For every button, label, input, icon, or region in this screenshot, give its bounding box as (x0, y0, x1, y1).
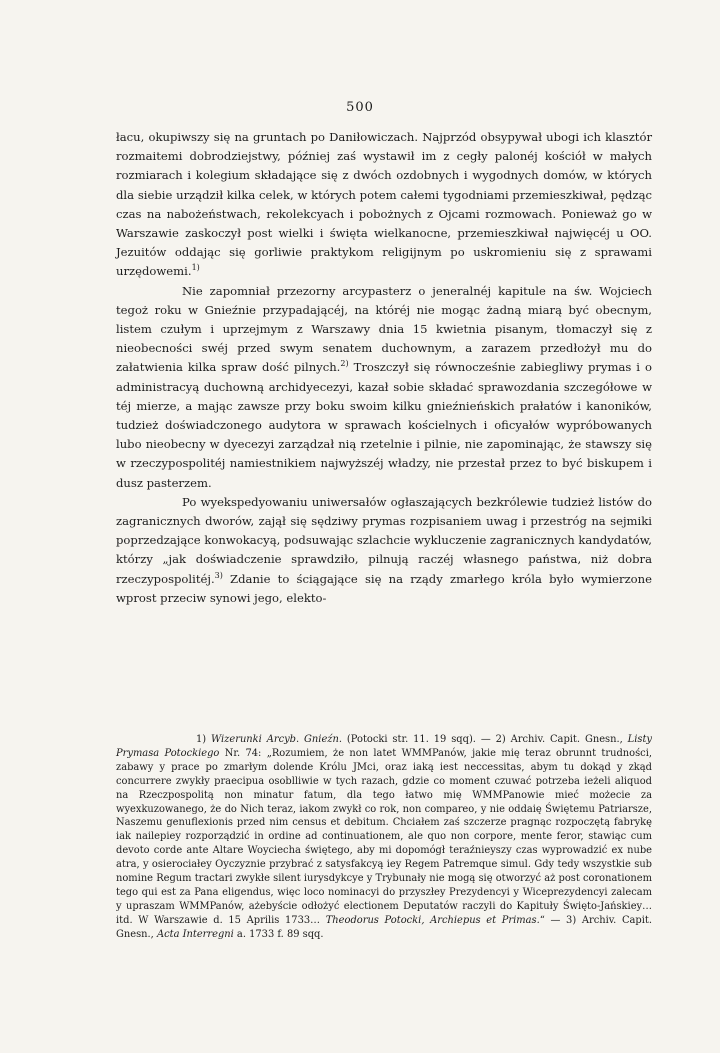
paragraph-tail: Zdanie to ściągające się na rządy zmarłego króla było wymierzone wprost przeciw synowi jego, elekto- (116, 571, 652, 605)
paragraph-3 (116, 493, 652, 608)
paragraph-text: Nie zapomniał przezorny arcypasterz o jeneralnéj kapitule na św. Wojciech tegoż roku w Gnieźnie przypadającéj, na któréj nie mogąc żadną miarą być obecnym, listem czułym i uprzejmym z Warszawy dnia 15 kwietnia pisanym, tłomaczył się z nieobecności swéj przed swym senatem duchownym, a zarazem przedłożył mu do załatwienia kilka spraw dość pilnych. (116, 283, 652, 375)
footnote-part: (Potocki str. 11. 19 sqq). — 2) Archiv. Capit. Gnesn., (342, 734, 628, 745)
footnote-part-italic: Listy Prymasa Potockiego (116, 734, 652, 759)
footnote-marker: 2) (340, 359, 349, 369)
paragraph-1 (116, 128, 652, 282)
footnote-part-italic: Theodorus Potocki, Archiepus et Primas. (325, 914, 540, 926)
paragraph-tail: Troszczył się równocześnie zabiegliwy prymas i o administracyą duchowną archidyecezyi, kazał sobie składać sprawozdania szczegółowe w téj mierze, a mając zawsze przy boku swoim kilku gnieźnieńskich prałatów i kanoników, tudzież doświadczonego audytora w sprawach kościelnych i oficyałów wypróbowanych lubo nieobecny w dyecezyi zarządzał nią rzetelnie i pilnie, nie zapominając, że stawszy się w rzeczypospolitéj namiestnikiem najwyższéj władzy, nie przestał przez to być biskupem i dusz pasterzem. (116, 360, 652, 490)
footnote-part: 1) (196, 734, 212, 745)
main-text (116, 128, 652, 608)
footnote-part-italic: Acta Interregni (156, 928, 234, 940)
footnotes (116, 733, 652, 942)
footnote-block (116, 733, 652, 942)
footnote-part: “ — 3) Archiv. Capit. Gnesn., (116, 914, 652, 940)
footnote-part: a. 1733 f. 89 sqq. (233, 928, 324, 940)
paragraph-text: Po wyekspedyowaniu uniwersałów ogłaszających bezkrólewie tudzież listów do zagranicznych dworów, zajął się sędziwy prymas rozpisaniem uwag i przestróg na sejmiki poprzedzające konwokacyą, podsuwając szlachcie wykluczenie zagranicznych kandydatów, którzy „jak doświadczenie sprawdziło, pilnują raczéj własnego państwa, niż dobra rzeczypospolitéj. (116, 494, 652, 586)
footnote-part-italic: Wizerunki Arcyb. Gnieźn. (211, 734, 342, 745)
paragraph-2 (116, 282, 652, 493)
page-number: 500 (346, 100, 374, 115)
footnote-marker: 3) (214, 570, 223, 580)
footnote-marker: 1) (191, 263, 200, 273)
paragraph-text: łacu, okupiwszy się na gruntach po Daniłowiczach. Najprzód obsypywał ubogi ich klasztór rozmaitemi dobrodziejstwy, później zaś wystawił im z cegły palonéj kościół w małych rozmiarach i kolegium składające się z dwóch ozdobnych i wygodnych domów, w których dla siebie urządził kilka celek, w których potem całemi tygodniami przemieszkiwał, pędząc czas na nabożeństwach, rekolekcyach i pobożnych z Ojcami rozmowach. Ponieważ go w Warszawie zaskoczył post wielki i święta wielkanocne, przemieszkiwał najwięcéj u OO. Jezuitów oddając się gorliwie praktykom religijnym po uskromieniu się z sprawami urzędowemi. (116, 130, 652, 279)
footnote-part: Nr. 74: „Rozumiem, że non latet WMMPanów, jakie mię teraz obrunnt trudności, zabawy y prace po zmarłym dolende Królu JMci, oraz iaką iest neccessitas, abym tu dokąd y zkąd concurrere zwykły praecipua osoblliwie w tych razach, gdzie co moment czuwać potrzeba ieżeli aliquod na Rzeczpospolitą non minatur fatum, dla tego łatwo mię WMMPanowie mieć możecie za wyexkuzowanego, że do Nich teraz, iakom zwykł co rok, non compareo, y nie oddaię Świętemu Patriarsze, Naszemu genuflexionis przed nim census et debitum. Chciałem zaś szczerze pragnąc rozpoczętą fabrykę iak nailepiey rozporządzić in ordine ad continuationem, ale quo non corpore, mente feror, stawiąc cum devoto corde ante Altare Woyciecha świętego, aby mi dopomógł teraźnieyszy czas wyprowadzić ex nube atra, y osierociałey Oyczyznie przybrać z satysfakcyą iey Regem Patremque simul. Gdy tedy wszystkie sub nomine Regum tractari zwykłe silent iurysdykcye y Trybunały nie mogą się otworzyć aż post coronationem tego qui est za Pana eligendus, więc loco nominacyi do przyszłey Prezydencyi y Wiceprezydencyi zalecam y upraszam WMMPanów, ażebyście odłożyć electionem Deputatów raczyli do Kapituły Święto-Jańskiey… itd. W Warszawie d. 15 Aprilis 1733… (116, 747, 652, 926)
